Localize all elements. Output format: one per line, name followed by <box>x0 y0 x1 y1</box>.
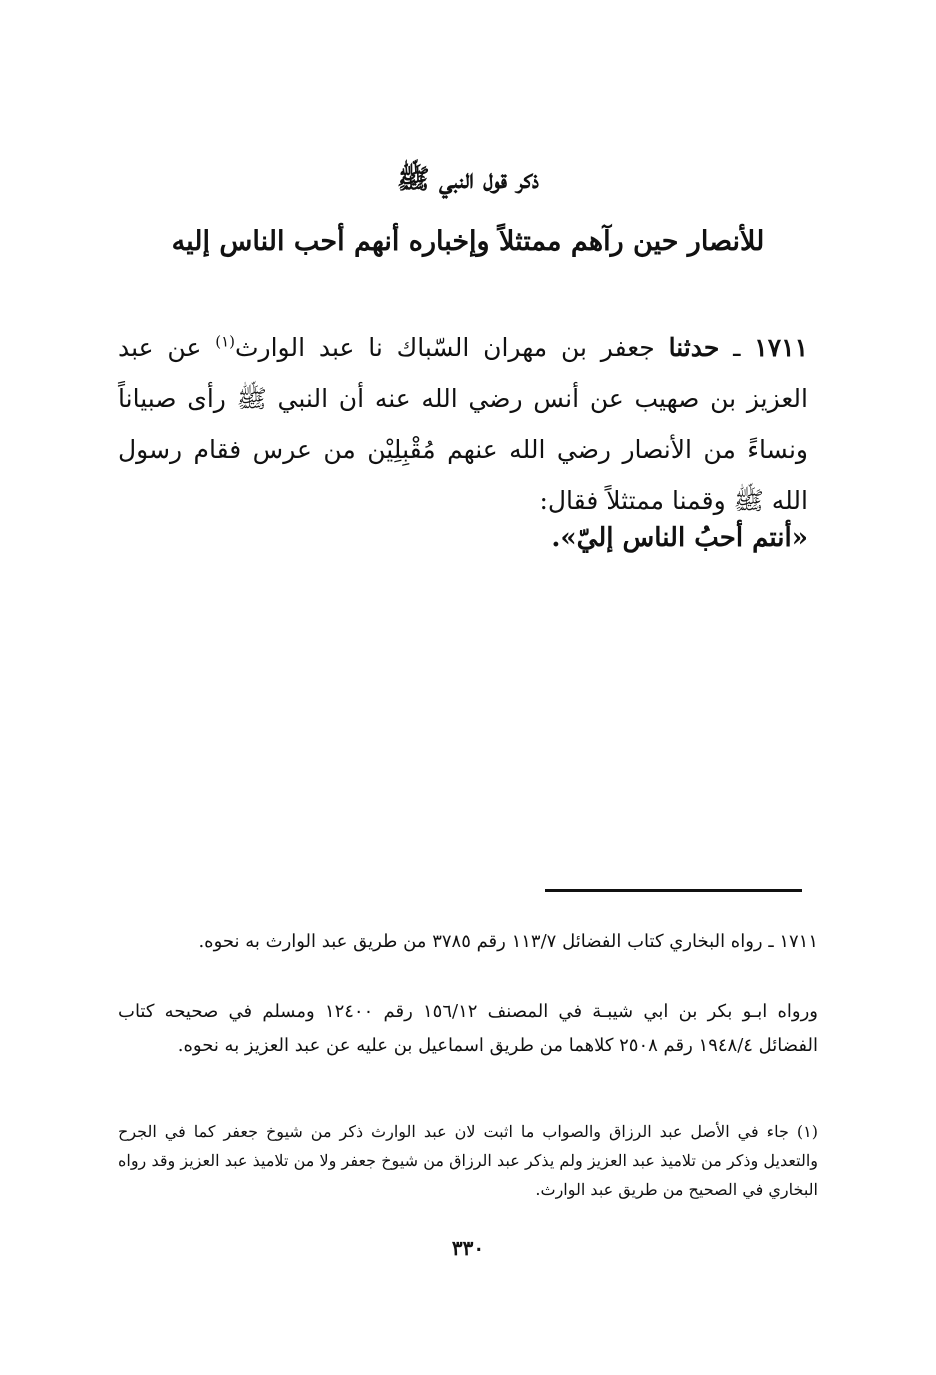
takhrij-note-1: ١٧١١ ـ رواه البخاري كتاب الفضائل ١١٣/٧ رقم ٣٧٨٥ من طريق عبد الوارث به نحوه. <box>198 931 818 952</box>
page-number: ٣٣٠ <box>451 1236 485 1260</box>
hadith-lead-word: حدثنا <box>668 333 720 362</box>
hadith-dash: ـ <box>719 333 755 362</box>
footnote-1: (١) جاء في الأصل عبد الرزاق والصواب ما اثبت لان عبد الوارث ذكر من شيوخ جعفر كما في الجرح والتعديل وذكر من تلاميذ عبد العزيز ولم يذكر عبد الرزاق من شيوخ جعفر ولا من تلاميذ عبد العزيز وقد رواه البخاري في الصحيح من طريق عبد الوارث. <box>118 1122 818 1199</box>
chapter-heading-line-2: للأنصار حين رآهم ممتثلاً وإخباره أنهم أحب الناس إليه <box>171 226 765 257</box>
hadith-number: ١٧١١ <box>754 333 808 362</box>
hadith-matn: عن عبد العزيز بن صهيب عن أنس رضي الله عنه أن النبي ﷺ رأى صبياناً ونساءً من الأنصار رضي الله عنهم مُقْبِلِيْن من عرس فقام رسول الله ﷺ وقمنا ممتثلاً فقال: <box>118 333 808 515</box>
takhrij-note-2: ورواه ابـو بكر بن ابي شيبـة في المصنف ١٥٦/١٢ رقم ١٢٤٠٠ ومسلم في صحيحه كتاب الفضائل ١٩٤٨/٤ رقم ٢٥٠٨ كلاهما من طريق اسماعيل بن عليه عن عبد العزيز به نحوه. <box>118 1001 819 1056</box>
footnote-separator <box>545 889 802 892</box>
hadith-quote: «أنتم أحبُ الناس إليّ». <box>551 523 808 553</box>
chapter-heading-line-1: ذكر قول النبي ﷺ <box>396 164 539 195</box>
hadith-isnad: جعفر بن مهران السّباك نا عبد الوارث <box>234 333 669 362</box>
footnote-reference: (١) <box>215 332 235 351</box>
hadith-text <box>118 322 808 526</box>
